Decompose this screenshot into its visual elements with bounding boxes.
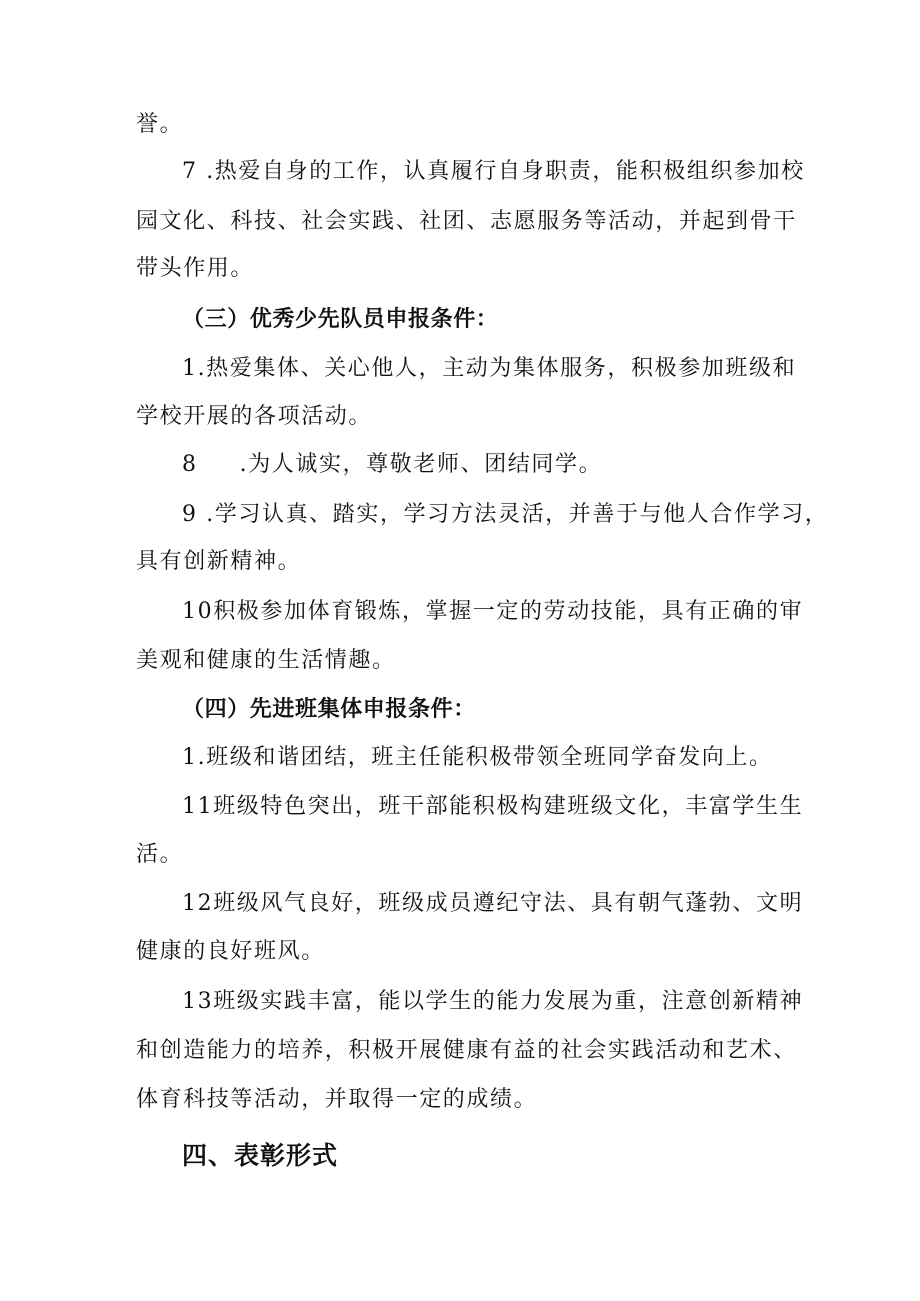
item-7-text: .热爱自身的工作，认真履行自身职责，能积极组织参加校 — [206, 159, 805, 184]
s4-item-13-line-2: 和创造能力的培养，积极开展健康有益的社会实践活动和艺术、 — [136, 1038, 797, 1063]
s3-item-1-line-2: 学校开展的各项活动。 — [136, 404, 373, 429]
item-8-number: 8 — [182, 452, 198, 477]
paragraph-continuation: 誉。 — [136, 112, 184, 137]
s4-item-13-line-3: 体育科技等活动，并取得一定的成绩。 — [136, 1087, 538, 1112]
s3-item-1-line-1: 1.热爱集体、关心他人，主动为集体服务，积极参加班级和 — [182, 356, 797, 381]
s4-item-12-line-2: 健康的良好班风。 — [136, 939, 325, 964]
s3-item-9-line-2: 具有创新精神。 — [136, 549, 302, 574]
s4-item-1: 1.班级和谐团结，班主任能积极带领全班同学奋发向上。 — [182, 745, 773, 770]
s3-item-8 — [182, 450, 842, 480]
chapter-4-heading: 四、表彰形式 — [182, 1141, 339, 1170]
item-7-line-3: 带头作用。 — [136, 256, 255, 281]
item-7-line-1 — [182, 157, 842, 187]
item-7-number: 7 — [182, 159, 198, 184]
item-8-text: .为人诚实，尊敬老师、团结同学。 — [239, 452, 603, 477]
s3-item-10-line-1: 10积极参加体育锻炼，掌握一定的劳动技能，具有正确的审 — [182, 599, 804, 624]
s4-item-11-line-2: 活。 — [136, 842, 184, 867]
section-4-heading: （四）先进班集体申报条件： — [182, 696, 476, 722]
s4-item-13-line-1: 13班级实践丰富，能以学生的能力发展为重，注意创新精神 — [182, 989, 804, 1014]
s3-item-10-line-2: 美观和健康的生活情趣。 — [136, 648, 396, 673]
item-7-line-2: 园文化、科技、社会实践、社团、志愿服务等活动，并起到骨干 — [136, 209, 797, 234]
section-3-heading: （三）优秀少先队员申报条件： — [182, 306, 499, 332]
s4-item-11-line-1: 11班级特色突出，班干部能积极构建班级文化，丰富学生生 — [182, 794, 804, 819]
s4-item-12-line-1: 12班级风气良好，班级成员遵纪守法、具有朝气蓬勃、文明 — [182, 891, 804, 916]
s3-item-9-line-1: 9 .学习认真、踏实，学习方法灵活，并善于与他人合作学习， — [182, 502, 829, 527]
